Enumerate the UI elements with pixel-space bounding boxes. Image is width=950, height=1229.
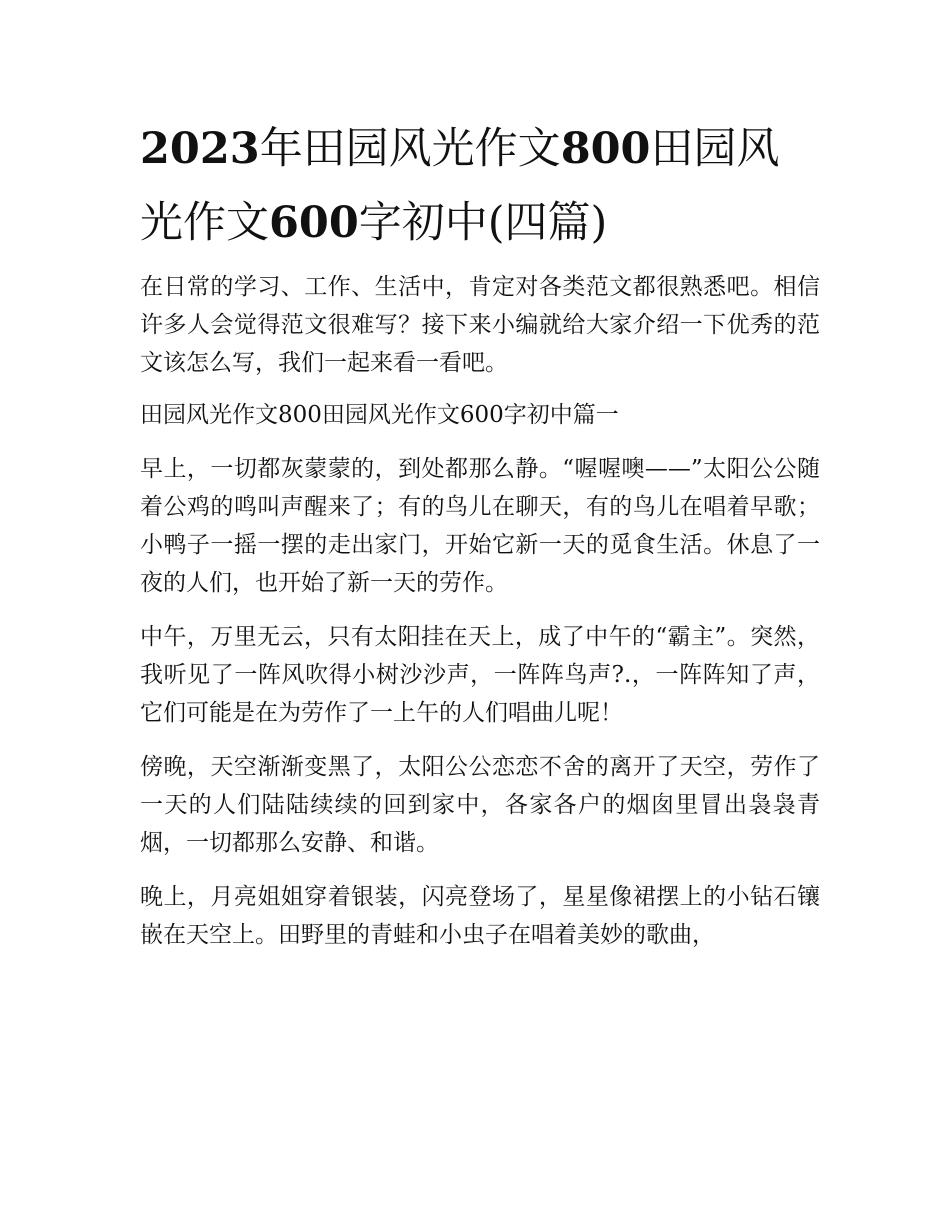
body-paragraph-morning: 早上，一切都灰蒙蒙的，到处都那么静。“喔喔噢——”太阳公公随着公鸡的鸣叫声醒来了；有的鸟儿在聊天，有的鸟儿在唱着早歌；小鸭子一摇一摆的走出家门，开始它新一天的觅食生活。休息了一夜的人们，也开始了新一天的劳作。 [140, 456, 820, 596]
body-paragraph-noon: 中午，万里无云，只有太阳挂在天上，成了中午的“霸主”。突然，我听见了一阵风吹得小树沙沙声，一阵阵鸟声?.，一阵阵知了声，它们可能是在为劳作了一上午的人们唱曲儿呢！ [140, 624, 820, 726]
title-part: 田园风光作文 [140, 124, 780, 248]
intro-paragraph: 在日常的学习、工作、生活中，肯定对各类范文都很熟悉吧。相信许多人会觉得范文很难写？接下来小编就给大家介绍一下优秀的范文该怎么写，我们一起来看一看吧。 [140, 274, 820, 376]
body-paragraph-night: 晚上，月亮姐姐穿着银装，闪亮登场了，星星像裙摆上的小钻石镶嵌在天空上。田野里的青蛙和小虫子在唱着美妙的歌曲， [140, 884, 820, 948]
title-part: 字初中(四篇) [358, 198, 608, 248]
document-page [140, 112, 820, 970]
title-part: 800 [560, 124, 651, 174]
title-part: 2023 [140, 124, 260, 174]
title-part: 600 [269, 198, 359, 248]
document-title [140, 112, 820, 260]
title-part: 年田园风光作文 [259, 124, 561, 174]
body-paragraph-evening: 傍晚，天空渐渐变黑了，太阳公公恋恋不舍的离开了天空，劳作了一天的人们陆陆续续的回到家中，各家各户的烟囱里冒出袅袅青烟，一切都那么安静、和谐。 [140, 754, 820, 856]
section-heading: 田园风光作文800田园风光作文600字初中篇一 [140, 402, 619, 428]
